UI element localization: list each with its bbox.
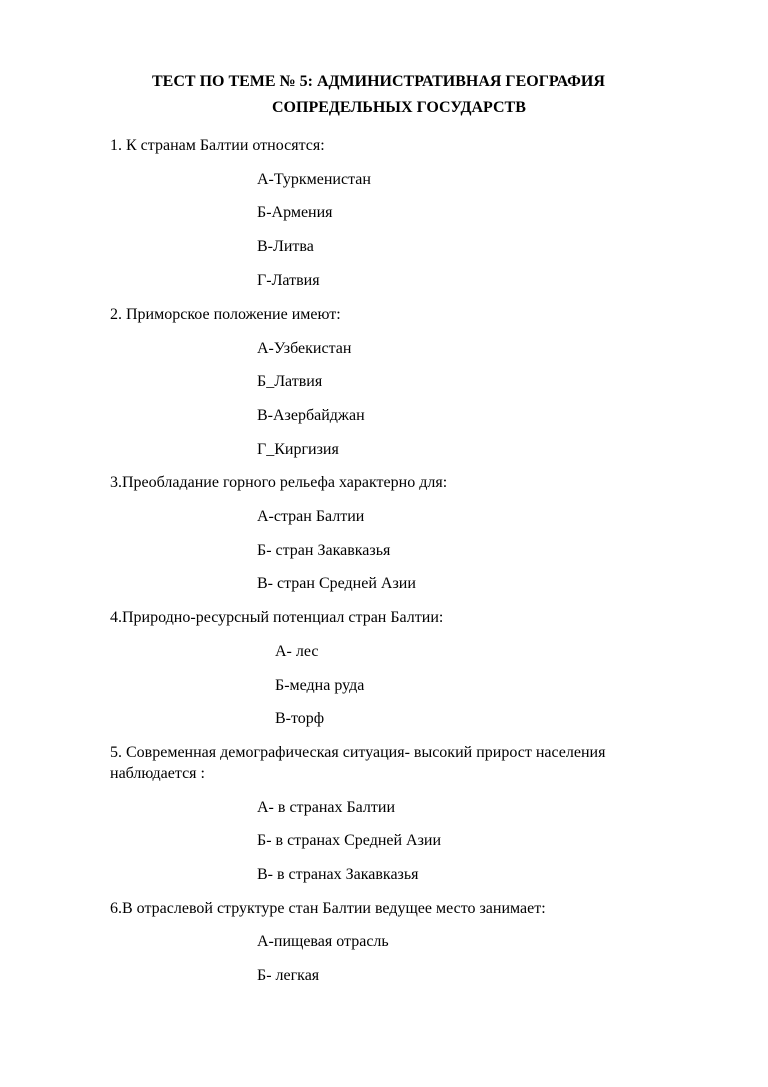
- title-line-2: СОПРЕДЕЛЬНЫХ ГОСУДАРСТВ: [272, 99, 526, 116]
- answer-option: Б- легкая: [257, 967, 320, 984]
- answer-option: Б-медна руда: [275, 677, 365, 694]
- answer-option: А-пищевая отрасль: [257, 933, 389, 950]
- question-text: 5. Современная демографическая ситуация- высокий прирост населения: [110, 744, 606, 761]
- answer-option: В- стран Средней Азии: [257, 575, 416, 592]
- question-text: 4.Природно-ресурсный потенциал стран Балтии:: [110, 609, 444, 626]
- answer-option: А-стран Балтии: [257, 508, 365, 525]
- question-text: 2. Приморское положение имеют:: [110, 306, 341, 323]
- question-text-continued: наблюдается :: [110, 765, 205, 782]
- answer-option: В-Литва: [257, 238, 314, 255]
- answer-option: А-Узбекистан: [257, 340, 352, 357]
- answer-option: Б- в странах Средней Азии: [257, 832, 442, 849]
- answer-option: В- в странах Закавказья: [257, 866, 419, 883]
- answer-option: Б- стран Закавказья: [257, 542, 391, 559]
- answer-option: Г_Киргизия: [257, 441, 339, 458]
- title-line-1: ТЕСТ ПО ТЕМЕ № 5: АДМИНИСТРАТИВНАЯ ГЕОГРАФИЯ: [152, 73, 605, 90]
- answer-option: Б_Латвия: [257, 373, 323, 390]
- answer-option: В-Азербайджан: [257, 407, 365, 424]
- answer-option: Г-Латвия: [257, 272, 320, 289]
- answer-option: Б-Армения: [257, 204, 333, 221]
- question-text: 1. К странам Балтии относятся:: [110, 137, 325, 154]
- answer-option: А-Туркменистан: [257, 171, 371, 188]
- answer-option: А- в странах Балтии: [257, 799, 396, 816]
- answer-option: В-торф: [275, 710, 325, 727]
- question-text: 6.В отраслевой структуре стан Балтии ведущее место занимает:: [110, 900, 546, 917]
- answer-option: А- лес: [275, 643, 319, 660]
- question-text: 3.Преобладание горного рельефа характерно для:: [110, 474, 448, 491]
